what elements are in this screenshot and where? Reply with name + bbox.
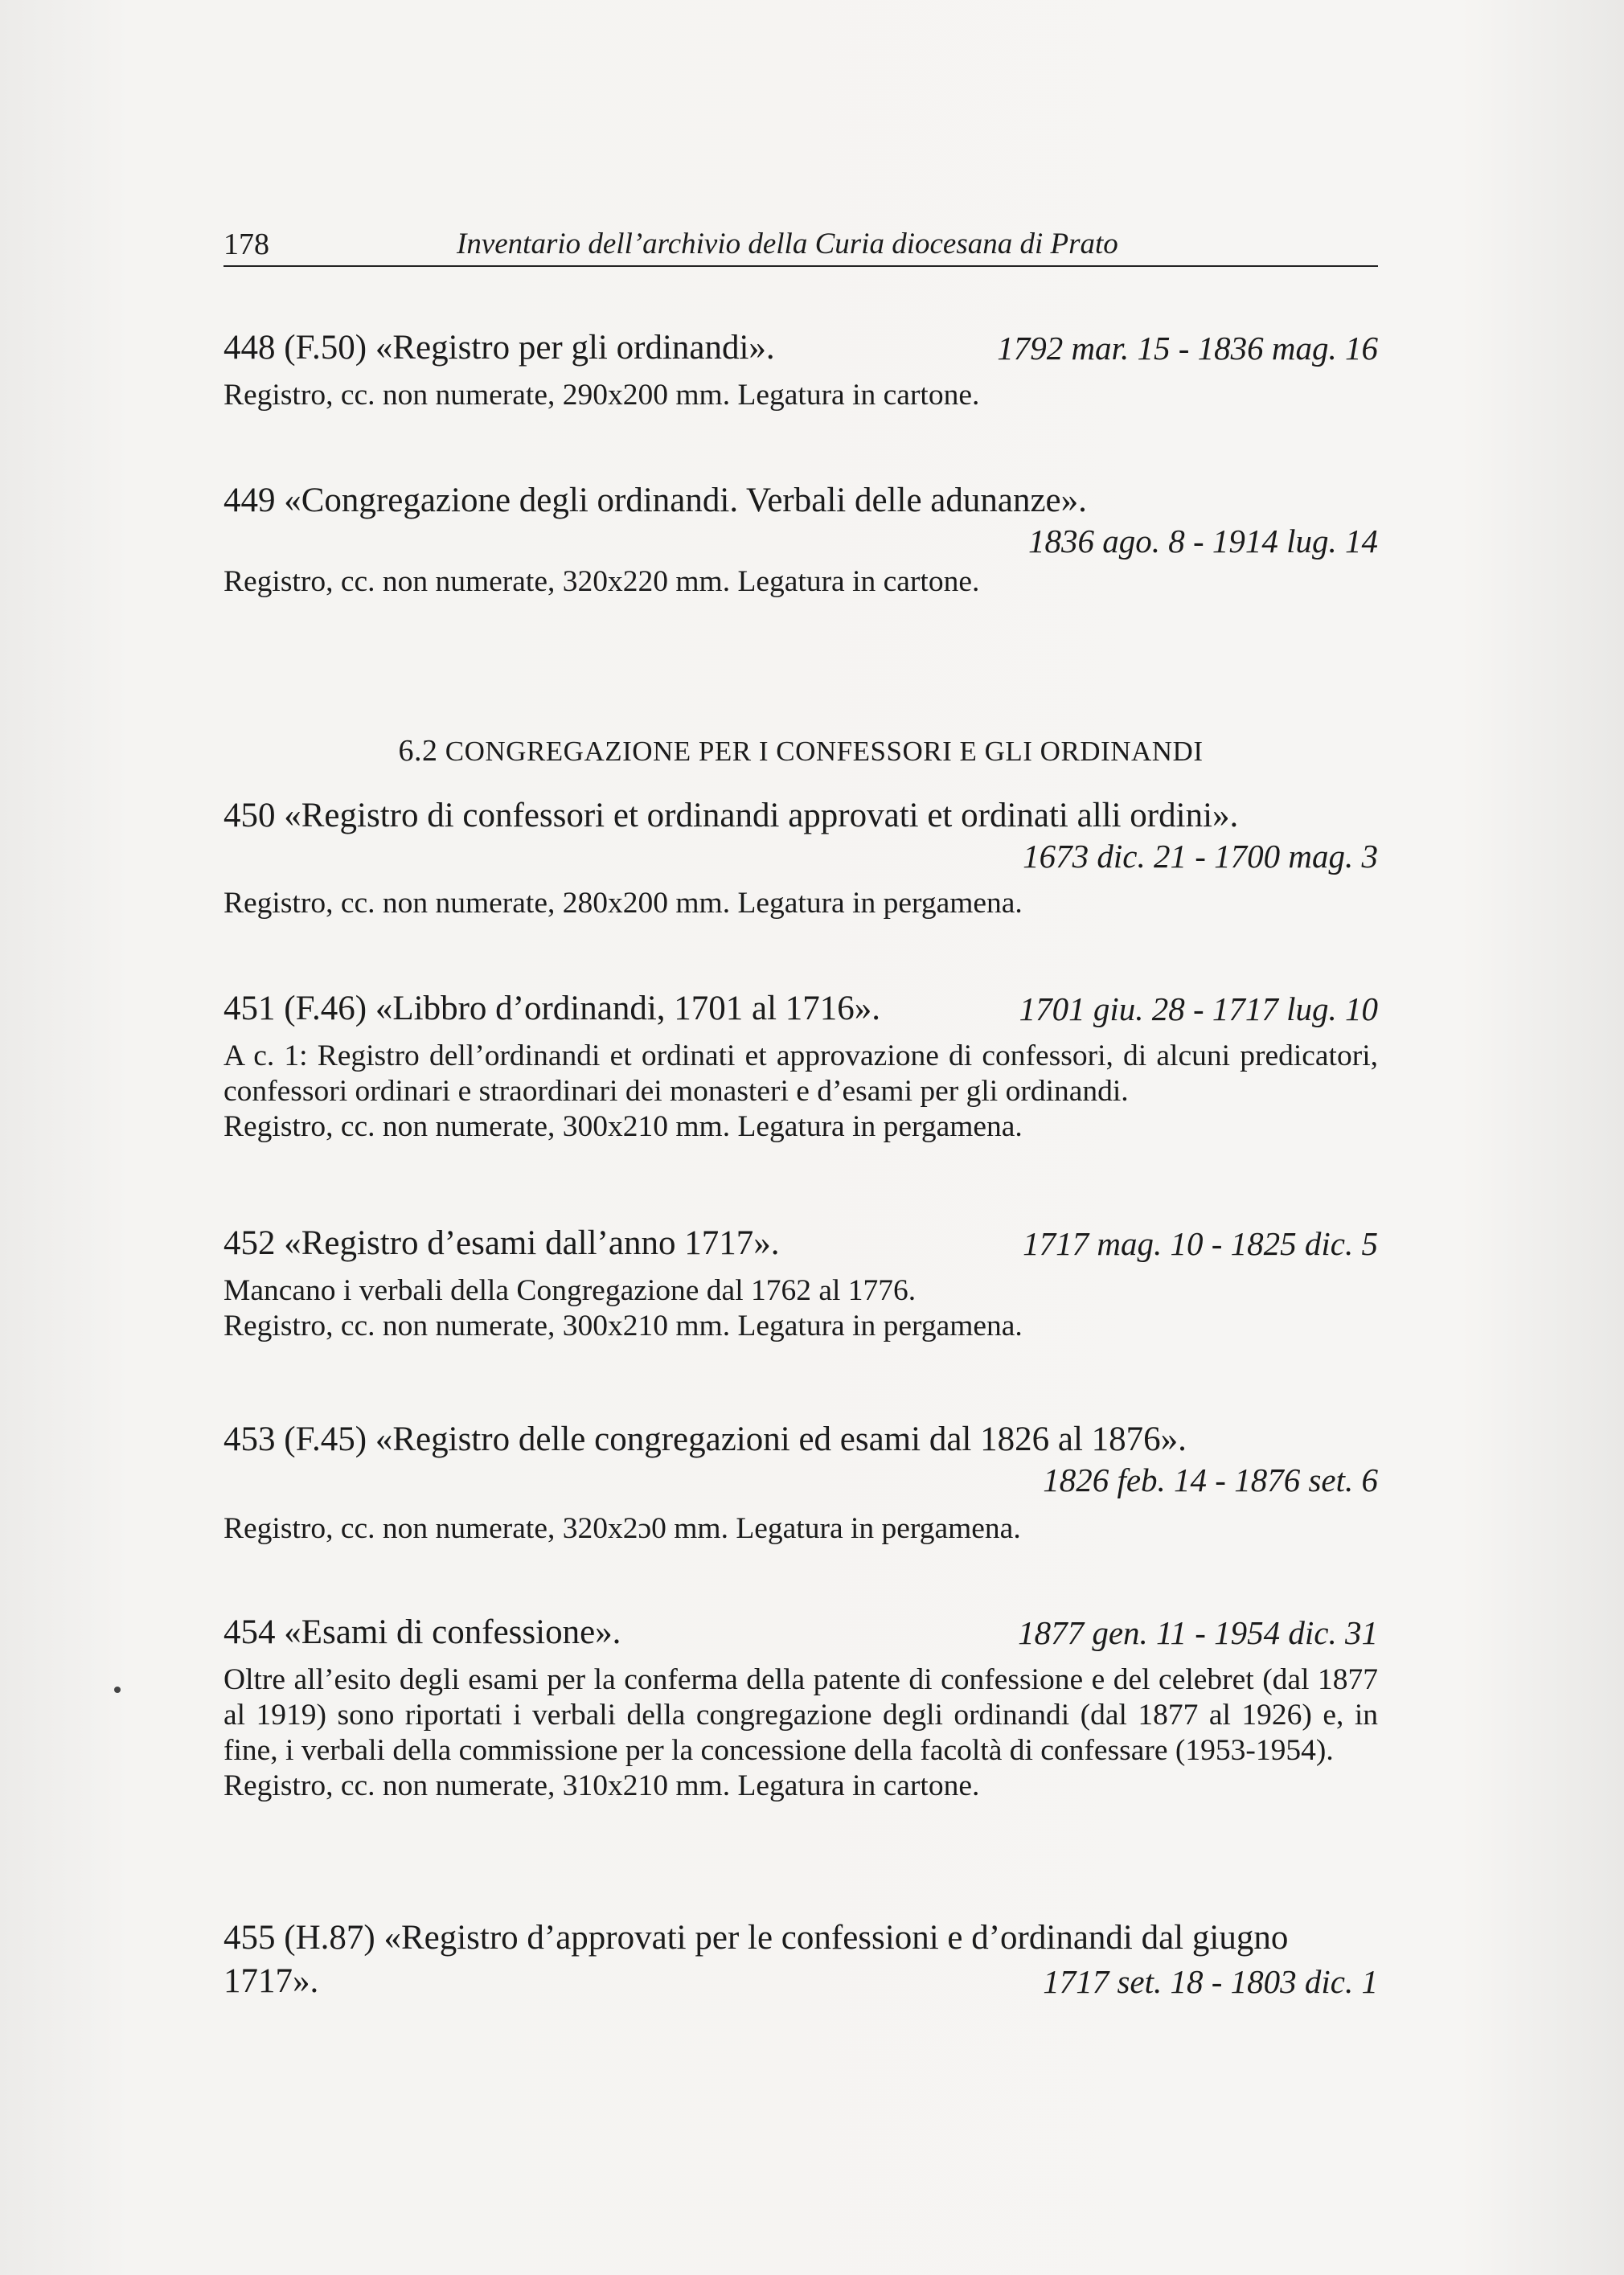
entry-description: Oltre all’esito degli esami per la conferma della patente di confessione e del celebret (dal 1877 al 1919) sono riportati i verbali della congregazione degli ordinandi (dal 1877 al 1926) e, in fine, i verbali della commissione per la concessione della facoltà di confessare (1953-1954). [224,1663,1378,1767]
entry-description: Registro, cc. non numerate, 300x210 mm. Legatura in pergamena. [224,1110,1023,1143]
entry-452 [224,1224,1378,1344]
entry-date: 1792 mar. 15 - 1836 mag. 16 [997,330,1378,367]
page-header [224,227,1378,267]
entry-title: 455 (H.87) «Registro d’approvati per le confessioni e d’ordinandi dal giugno [224,1919,1289,1957]
entry-title: 448 (F.50) «Registro per gli ordinandi». [224,329,775,367]
section-number: 6.2 [398,734,438,768]
section-heading [224,733,1378,769]
entry-date: 1701 giu. 28 - 1717 lug. 10 [1019,990,1378,1027]
entry-title: 449 «Congregazione degli ordinandi. Verbali delle adunanze». [224,482,1087,519]
page-number: 178 [224,228,269,261]
entry-description: Registro, cc. non numerate, 320x2ɔ0 mm. Legatura in pergamena. [224,1512,1021,1545]
running-title: Inventario dell’archivio della Curia diocesana di Prato [457,228,1118,260]
entry-date: 1717 set. 18 - 1803 dic. 1 [1043,1963,1378,2000]
entry-title: 453 (F.45) «Registro delle congregazioni ed esami dal 1826 al 1876». [224,1420,1187,1458]
entry-450 [224,796,1378,921]
stray-ink-dot [114,1687,121,1693]
entry-description: Registro, cc. non numerate, 280x200 mm. Legatura in pergamena. [224,887,1023,920]
entry-date: 1877 gen. 11 - 1954 dic. 31 [1018,1614,1378,1651]
entry-451 [224,989,1378,1145]
entry-448 [224,328,1378,413]
entry-description: Mancano i verbali della Congregazione dal 1762 al 1776. [224,1274,917,1307]
entry-455 [224,1918,1378,2002]
entry-date: 1673 dic. 21 - 1700 mag. 3 [1023,838,1378,875]
entry-title: 454 «Esami di confessione». [224,1613,621,1651]
entry-title: 450 «Registro di confessori et ordinandi approvati et ordinati alli ordini». [224,797,1239,834]
entry-title: 452 «Registro d’esami dall’anno 1717». [224,1224,780,1262]
section-title: CONGREGAZIONE PER I CONFESSORI E GLI ORDINANDI [445,736,1204,767]
entry-description: A c. 1: Registro dell’ordinandi et ordinati et approvazione di confessori, di alcuni predicatori, confessori ordinari e straordinari dei monasteri e d’esami per gli ordinandi. [224,1039,1378,1108]
entry-449 [224,481,1378,600]
entry-title-continuation: 1717». [224,1962,319,2000]
entry-description: Registro, cc. non numerate, 320x220 mm. Legatura in cartone. [224,565,980,598]
entry-description: Registro, cc. non numerate, 310x210 mm. Legatura in cartone. [224,1769,980,1802]
entry-description: Registro, cc. non numerate, 290x200 mm. Legatura in cartone. [224,379,980,412]
entry-453 [224,1420,1378,1547]
entry-title: 451 (F.46) «Libbro d’ordinandi, 1701 al 1716». [224,990,881,1027]
entry-454 [224,1613,1378,1804]
entry-date: 1836 ago. 8 - 1914 lug. 14 [1027,523,1378,560]
entry-date: 1717 mag. 10 - 1825 dic. 5 [1023,1225,1378,1262]
entry-date: 1826 feb. 14 - 1876 set. 6 [1043,1461,1378,1498]
entry-description: Registro, cc. non numerate, 300x210 mm. Legatura in pergamena. [224,1310,1023,1342]
